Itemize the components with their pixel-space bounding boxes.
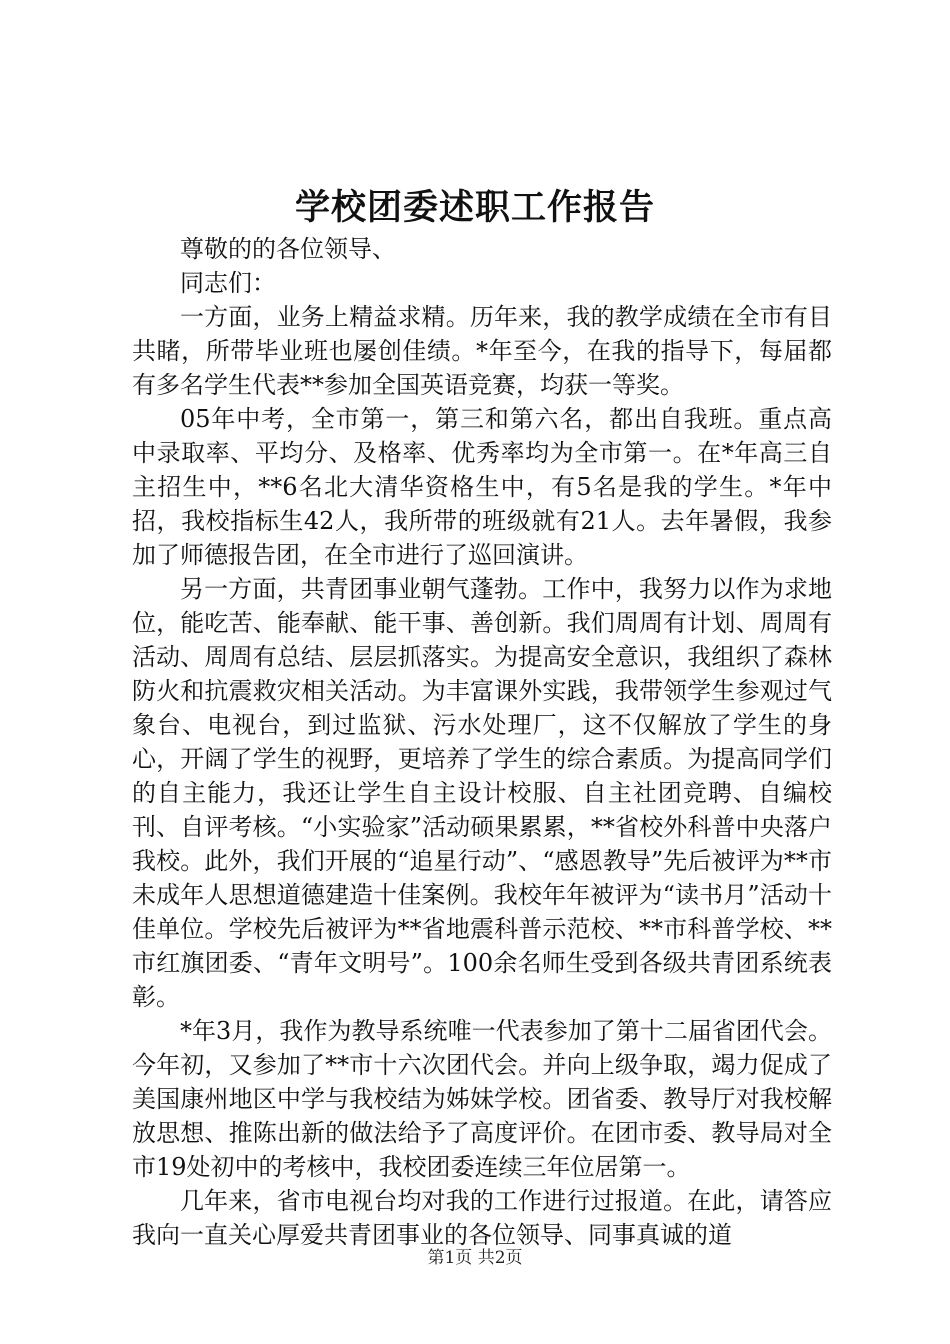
page-number-footer: 第1页 共2页 — [427, 1248, 523, 1268]
paragraph-thanks: 几年来，省市电视台均对我的工作进行过报道。在此，请答应我向一直关心厚爱共青团事业的各位领导、同事真诚的道 — [132, 1187, 832, 1249]
paragraph-youth-league: 另一方面，共青团事业朝气蓬勃。工作中，我努力以作为求地位，能吃苦、能奉献、能干事、善创新。我们周周有计划、周周有活动、周周有总结、层层抓落实。为提高安全意识，我组织了森林防火和抗震救灾相关活动。为丰富课外实践，我带领学生参观过气象台、电视台，到过监狱、污水处理厂，这不仅解放了学生的身心，开阔了学生的视野，更培养了学生的综合素质。为提高同学们的自主能力，我还让学生自主设计校服、自主社团竞聘、自编校刊、自评考核。“小实验家”活动硕果累累，**省校外科普中央落户我校。此外，我们开展的“追星行动”、“感恩教导”先后被评为**市未成年人思想道德建造十佳案例。我校年年被评为“读书月”活动十佳单位。学校先后被评为**省地震科普示范校、**市科普学校、**市红旗团委、“青年文明号”。100余名师生受到各级共青团系统表彰。 — [132, 575, 832, 1011]
paragraph-congress: *年3月，我作为教导系统唯一代表参加了第十二届省团代会。今年初，又参加了**市十六次团代会。并向上级争取，竭力促成了美国康州地区中学与我校结为姊妹学校。团省委、教导厅对我校解放思想、推陈出新的做法给予了高度评价。在团市委、教导局对全市19处初中的考核中，我校团委连续三年位居第一。 — [132, 1017, 832, 1181]
document-title: 学校团委述职工作报告 — [294, 187, 655, 228]
salutation-line-2: 同志们： — [180, 269, 276, 297]
salutation-line-1: 尊敬的的各位领导、 — [180, 235, 396, 263]
document-body — [132, 232, 832, 1252]
paragraph-teaching: 一方面，业务上精益求精。历年来，我的教学成绩在全市有目共睹，所带毕业班也屡创佳绩。*年至今，在我的指导下，每届都有多名学生代表**参加全国英语竞赛，均获一等奖。 — [132, 303, 832, 399]
paragraph-exam-results: 05年中考，全市第一，第三和第六名，都出自我班。重点高中录取率、平均分、及格率、优秀率均为全市第一。在*年高三自主招生中，**6名北大清华资格生中，有5名是我的学生。*年中招，我校指标生42人，我所带的班级就有21人。去年暑假，我参加了师德报告团，在全市进行了巡回演讲。 — [132, 405, 832, 569]
